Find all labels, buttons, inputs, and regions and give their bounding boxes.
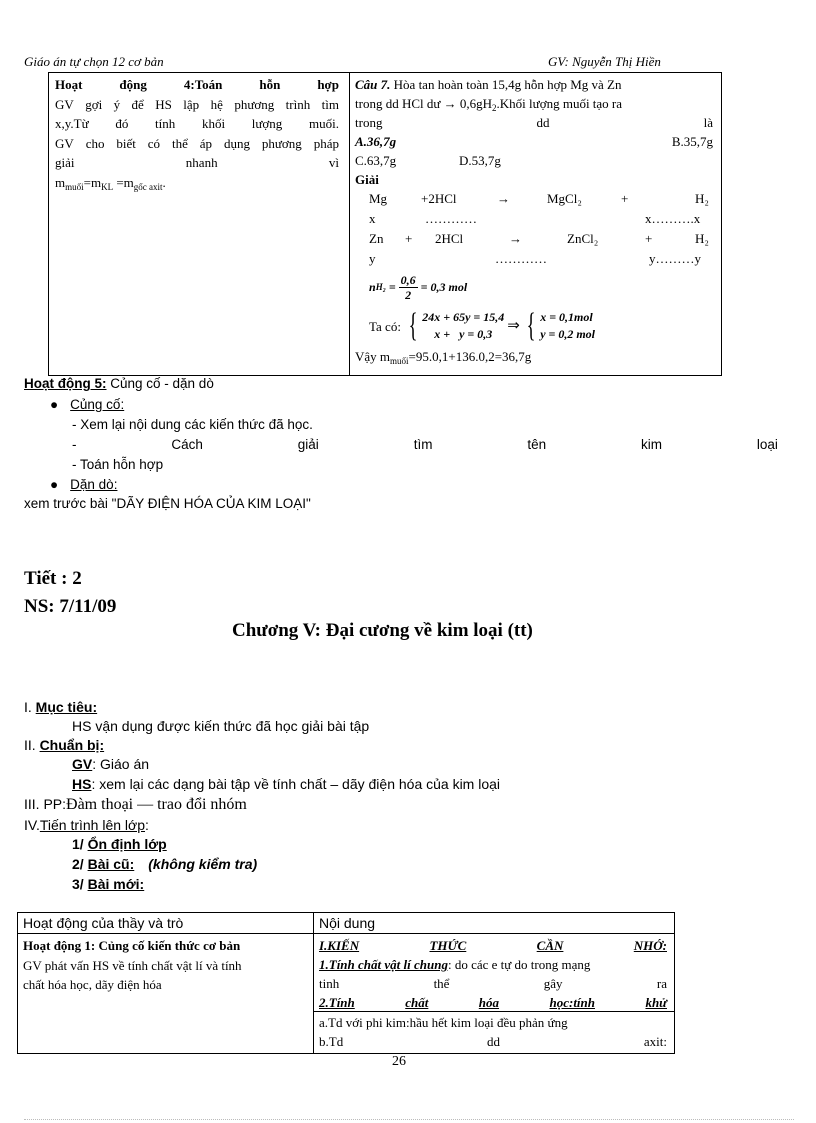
section-method: III. PP:Đàm thoại — trao đổi nhóm	[24, 796, 247, 813]
homework-label: ● Dặn dò:	[50, 477, 118, 492]
question-line-1: Câu 7. Hòa tan hoàn toàn 15,4g hỗn hợp Mg và Zn	[355, 77, 622, 92]
column-divider	[349, 73, 350, 375]
activity-1-line-1: GV phát vấn HS về tính chất vật lí và tính	[23, 957, 242, 973]
physical-properties-cont: tinh thể gây ra	[319, 976, 667, 991]
activity-table-top	[48, 72, 722, 376]
left-line-2: x,y.Từ đó tính khối lượng muối.	[55, 116, 339, 131]
reaction-acid: b.Td dd axit:	[319, 1034, 667, 1049]
activity-5-heading: Hoạt động 5: Củng cố - dặn dò	[24, 376, 214, 391]
knowledge-heading: I.KIẾN THỨC CẦN NHỚ:	[319, 938, 667, 953]
bottom-right-cell	[319, 936, 667, 1051]
left-line-3: GV cho biết có thể áp dụng phương pháp	[55, 135, 339, 151]
section-preparation: II. Chuẩn bị:	[24, 737, 105, 753]
page-number: 26	[392, 1054, 406, 1069]
mass-formula: $m_{muối}=m_{KL} =m_{gốc axit}$.	[55, 174, 166, 192]
activity-table-bottom	[17, 912, 675, 1054]
question-line-2: trong dd HCl dư → $0,6gH_2.Khối$ lượng muối tạo ra	[355, 96, 623, 113]
reaction-nonmetal: a.Td với phi kim:hầu hết kim loại đều phản ứng	[319, 1015, 568, 1030]
step-2: 2/ Bài cũ: (không kiểm tra)	[72, 856, 258, 872]
consolidation-label: ● Củng cố:	[50, 397, 125, 412]
column-divider	[313, 913, 314, 1053]
header-right-col: Nội dung	[319, 915, 376, 931]
objectives-text: HS vận dụng được kiến thức đã học giải bài tập	[72, 718, 370, 734]
step-1: 1/ Ổn định lớp	[72, 836, 167, 852]
activity-4-title: Hoạt động 4:Toán hỗn hợp	[55, 77, 339, 92]
reaction-1: Mg +2HCl → MgCl₂ + H₂	[369, 191, 709, 206]
equation-system: Ta có: { 24x + 65y = 15,4 x + y = 0,3 ⇒ { x = 0,1mol y = 0,2 mol	[369, 307, 596, 344]
lesson-date: NS: 7/11/09	[24, 596, 117, 617]
right-cell	[355, 75, 713, 366]
section-objectives: I. Mục tiêu:	[24, 699, 98, 715]
activity-1-title: Hoạt động 1: Củng cố kiến thức cơ bản	[23, 938, 241, 953]
preparation-teacher: GV: Giáo án	[72, 756, 150, 772]
chapter-title: Chương V: Đại cương về kim loại (tt)	[232, 620, 533, 641]
option-b: B.35,7g	[671, 134, 713, 149]
activity-1-line-2: chất hóa học, dãy điện hóa	[23, 977, 162, 992]
consolidation-item-2: - Cách giải tìm tên kim loại	[72, 437, 778, 452]
header-left-col: Hoạt động của thầy và trò	[23, 915, 184, 931]
reaction-2-moles: y ………… y………y	[369, 251, 701, 266]
option-d: D.53,7g	[459, 153, 501, 168]
conclusion: Vậy $m_{muối}=95.0,1+136.0,2=36,7g$	[355, 349, 532, 366]
page-bottom-border	[24, 1119, 794, 1120]
header-divider	[18, 933, 674, 934]
header-left: Giáo án tự chọn 12 cơ bản	[24, 54, 164, 69]
left-cell	[55, 75, 339, 192]
fraction: $\frac{0,6}{2}$	[400, 272, 416, 302]
reaction-1-moles: x ………… x……….x	[369, 211, 701, 226]
preparation-students: HS: xem lại các dạng bài tập về tính chất – dãy điện hóa của kim loại	[72, 776, 501, 792]
section-procedure: IV.Tiến trình lên lớp:	[24, 817, 149, 833]
bottom-left-cell	[23, 936, 309, 995]
left-line-1: GV gợi ý để HS lập hệ phương trình tìm	[55, 96, 339, 112]
header-right: GV: Nguyễn Thị Hiền	[548, 54, 661, 69]
consolidation-item-1: - Xem lại nội dung các kiến thức đã học.	[72, 417, 313, 432]
chemical-properties: 2.Tính chất hóa học:tính khử	[319, 995, 667, 1010]
question-line-3: trong dd là	[355, 115, 713, 130]
step-3: 3/ Bài mới:	[72, 876, 145, 892]
lesson-number: Tiết : 2	[24, 568, 82, 589]
options-ab	[355, 132, 713, 151]
system-right: { x = 0,1mol y = 0,2 mol	[526, 307, 596, 344]
reaction-2: Zn + 2HCl → ZnCl₂ + H₂	[369, 231, 709, 246]
system-left: { 24x + 65y = 15,4 x + y = 0,3	[408, 307, 505, 344]
options-cd	[355, 151, 713, 170]
physical-properties: 1.Tính chất vật lí chung: do các e tự do trong mạng	[319, 957, 591, 972]
option-a: A.36,7g	[355, 134, 397, 149]
left-line-4: giải nhanh vì	[55, 155, 339, 170]
homework-text: xem trước bài "DÃY ĐIỆN HÓA CỦA KIM LOẠI"	[24, 496, 311, 511]
option-c: C.63,7g	[355, 153, 397, 168]
solution-label: Giải	[355, 172, 379, 187]
h2-moles-formula: n H₂ = $\frac{0,6}{2}$ = 0,3 mol	[369, 272, 468, 302]
consolidation-item-3: - Toán hỗn hợp	[72, 457, 164, 472]
